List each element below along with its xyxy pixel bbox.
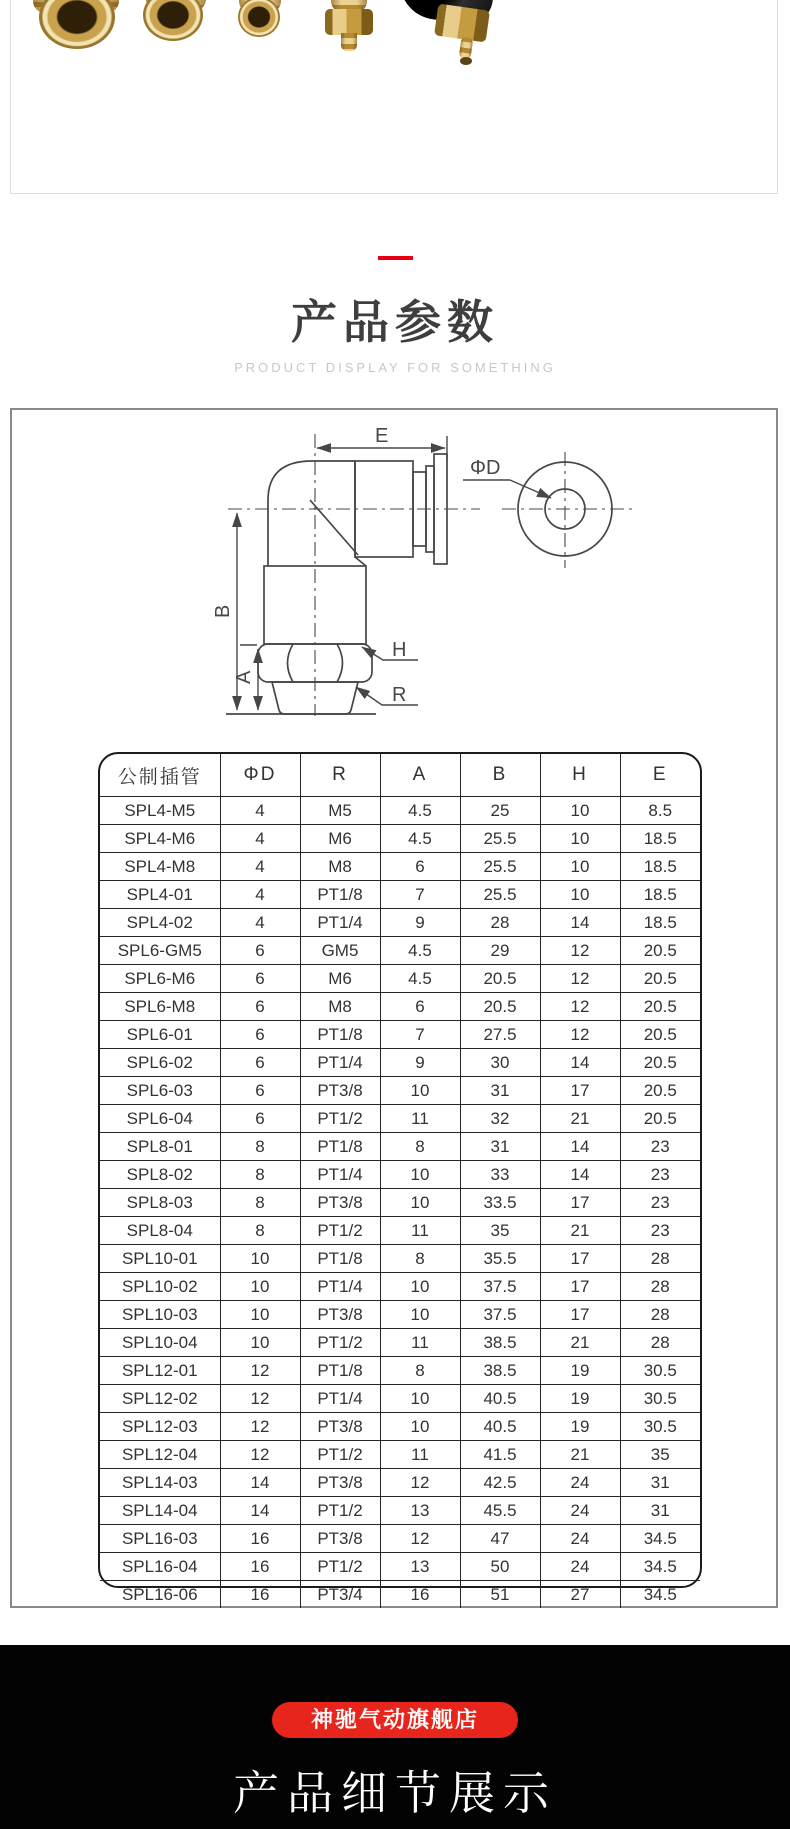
table-cell: SPL12-03 xyxy=(100,1413,220,1441)
table-cell: PT1/2 xyxy=(300,1105,380,1133)
table-cell: 7 xyxy=(380,881,460,909)
table-cell: PT1/8 xyxy=(300,881,380,909)
table-cell: SPL6-GM5 xyxy=(100,937,220,965)
table-row xyxy=(100,965,700,993)
table-cell: 50 xyxy=(460,1553,540,1581)
table-cell: SPL16-04 xyxy=(100,1553,220,1581)
table-cell: 31 xyxy=(460,1077,540,1105)
table-cell: 20.5 xyxy=(460,993,540,1021)
table-cell: SPL4-M5 xyxy=(100,797,220,825)
table-cell: 24 xyxy=(540,1525,620,1553)
table-cell: 10 xyxy=(380,1273,460,1301)
table-cell: 21 xyxy=(540,1217,620,1245)
table-cell: 9 xyxy=(380,1049,460,1077)
spec-column-header: E xyxy=(620,754,700,797)
table-cell: PT3/8 xyxy=(300,1525,380,1553)
table-cell: 40.5 xyxy=(460,1385,540,1413)
table-cell: 34.5 xyxy=(620,1581,700,1609)
table-cell: 8 xyxy=(380,1133,460,1161)
table-cell: 8.5 xyxy=(620,797,700,825)
table-cell: SPL8-04 xyxy=(100,1217,220,1245)
table-cell: 30.5 xyxy=(620,1413,700,1441)
table-cell: 6 xyxy=(220,1049,300,1077)
store-badge: 神驰气动旗舰店 xyxy=(272,1702,518,1738)
table-cell: 10 xyxy=(220,1301,300,1329)
table-cell: 47 xyxy=(460,1525,540,1553)
table-cell: 4 xyxy=(220,881,300,909)
table-row xyxy=(100,1021,700,1049)
table-row xyxy=(100,1189,700,1217)
table-cell: 12 xyxy=(540,993,620,1021)
spec-column-header: 公制插管 xyxy=(100,754,220,797)
table-cell: 12 xyxy=(380,1525,460,1553)
table-cell: 12 xyxy=(220,1357,300,1385)
table-row xyxy=(100,825,700,853)
table-cell: GM5 xyxy=(300,937,380,965)
table-cell: 38.5 xyxy=(460,1357,540,1385)
table-cell: 9 xyxy=(380,909,460,937)
table-cell: 35.5 xyxy=(460,1245,540,1273)
table-cell: 8 xyxy=(220,1217,300,1245)
table-cell: PT1/4 xyxy=(300,1161,380,1189)
table-cell: 12 xyxy=(220,1413,300,1441)
spec-column-header: H xyxy=(540,754,620,797)
table-cell: SPL14-04 xyxy=(100,1497,220,1525)
table-row xyxy=(100,909,700,937)
table-cell: SPL4-02 xyxy=(100,909,220,937)
table-cell: 10 xyxy=(220,1245,300,1273)
table-cell: 14 xyxy=(540,1161,620,1189)
table-cell: 6 xyxy=(220,993,300,1021)
table-cell: 16 xyxy=(220,1553,300,1581)
table-cell: 20.5 xyxy=(620,965,700,993)
table-cell: 4.5 xyxy=(380,965,460,993)
table-cell: 20.5 xyxy=(620,993,700,1021)
table-cell: 34.5 xyxy=(620,1525,700,1553)
table-cell: 4.5 xyxy=(380,797,460,825)
table-cell: M6 xyxy=(300,965,380,993)
table-row xyxy=(100,1105,700,1133)
table-cell: 12 xyxy=(220,1385,300,1413)
table-cell: 23 xyxy=(620,1161,700,1189)
table-row xyxy=(100,1217,700,1245)
spec-column-header: R xyxy=(300,754,380,797)
table-cell: 16 xyxy=(220,1581,300,1609)
table-cell: M8 xyxy=(300,853,380,881)
table-cell: 14 xyxy=(220,1497,300,1525)
table-cell: PT1/2 xyxy=(300,1441,380,1469)
table-cell: SPL10-03 xyxy=(100,1301,220,1329)
table-cell: 31 xyxy=(620,1469,700,1497)
table-cell: SPL16-03 xyxy=(100,1525,220,1553)
dim-label-b: B xyxy=(212,604,234,618)
table-cell: 14 xyxy=(220,1469,300,1497)
table-cell: 35 xyxy=(460,1217,540,1245)
parameter-box xyxy=(10,408,778,1608)
table-cell: 11 xyxy=(380,1105,460,1133)
dim-label-a: A xyxy=(233,670,255,684)
dim-label-e: E xyxy=(375,425,389,447)
table-cell: 16 xyxy=(220,1525,300,1553)
dim-label-r: R xyxy=(392,684,407,706)
table-cell: 6 xyxy=(380,853,460,881)
table-cell: PT1/8 xyxy=(300,1021,380,1049)
table-cell: PT1/8 xyxy=(300,1357,380,1385)
dim-label-h: H xyxy=(392,639,407,661)
table-row xyxy=(100,1273,700,1301)
table-cell: 4 xyxy=(220,853,300,881)
table-cell: 20.5 xyxy=(620,1021,700,1049)
elbow-fitting-outline xyxy=(226,454,612,714)
table-cell: 12 xyxy=(220,1441,300,1469)
table-cell: 8 xyxy=(380,1357,460,1385)
table-cell: 17 xyxy=(540,1189,620,1217)
table-cell: 24 xyxy=(540,1469,620,1497)
table-cell: 20.5 xyxy=(620,1077,700,1105)
table-cell: SPL8-01 xyxy=(100,1133,220,1161)
table-cell: 8 xyxy=(220,1161,300,1189)
table-row xyxy=(100,993,700,1021)
table-cell: 21 xyxy=(540,1441,620,1469)
table-cell: 6 xyxy=(220,965,300,993)
table-cell: 41.5 xyxy=(460,1441,540,1469)
table-cell: 11 xyxy=(380,1441,460,1469)
table-cell: SPL10-01 xyxy=(100,1245,220,1273)
table-cell: M5 xyxy=(300,797,380,825)
table-cell: 28 xyxy=(620,1273,700,1301)
table-row xyxy=(100,1161,700,1189)
table-cell: PT1/2 xyxy=(300,1553,380,1581)
table-row xyxy=(100,1385,700,1413)
table-cell: 4.5 xyxy=(380,825,460,853)
table-row xyxy=(100,881,700,909)
table-cell: 42.5 xyxy=(460,1469,540,1497)
table-cell: SPL4-M8 xyxy=(100,853,220,881)
table-row xyxy=(100,1525,700,1553)
table-row xyxy=(100,1301,700,1329)
table-cell: 14 xyxy=(540,1049,620,1077)
table-cell: 12 xyxy=(380,1469,460,1497)
table-cell: 35 xyxy=(620,1441,700,1469)
table-cell: 13 xyxy=(380,1553,460,1581)
table-cell: 10 xyxy=(380,1385,460,1413)
spec-column-header: ΦD xyxy=(220,754,300,797)
table-cell: PT3/8 xyxy=(300,1413,380,1441)
table-cell: 8 xyxy=(380,1245,460,1273)
spec-column-header: A xyxy=(380,754,460,797)
table-cell: SPL4-01 xyxy=(100,881,220,909)
table-cell: 18.5 xyxy=(620,853,700,881)
table-cell: PT3/8 xyxy=(300,1469,380,1497)
table-cell: 25.5 xyxy=(460,853,540,881)
table-cell: 4.5 xyxy=(380,937,460,965)
table-cell: SPL14-03 xyxy=(100,1469,220,1497)
table-cell: PT3/8 xyxy=(300,1301,380,1329)
table-cell: 6 xyxy=(220,937,300,965)
table-cell: 7 xyxy=(380,1021,460,1049)
table-cell: 4 xyxy=(220,797,300,825)
table-cell: 27 xyxy=(540,1581,620,1609)
table-cell: SPL12-02 xyxy=(100,1385,220,1413)
section-title: 产品参数 xyxy=(291,296,499,348)
table-cell: 10 xyxy=(540,881,620,909)
table-cell: 18.5 xyxy=(620,909,700,937)
table-cell: PT1/8 xyxy=(300,1133,380,1161)
table-cell: 28 xyxy=(620,1245,700,1273)
table-cell: 12 xyxy=(540,1021,620,1049)
table-cell: 25.5 xyxy=(460,825,540,853)
table-cell: 28 xyxy=(620,1329,700,1357)
table-cell: 6 xyxy=(220,1077,300,1105)
table-cell: 20.5 xyxy=(620,1105,700,1133)
table-cell: 40.5 xyxy=(460,1413,540,1441)
table-cell: PT1/4 xyxy=(300,1273,380,1301)
table-cell: 10 xyxy=(540,797,620,825)
table-cell: 10 xyxy=(380,1301,460,1329)
table-cell: 11 xyxy=(380,1217,460,1245)
table-cell: SPL10-04 xyxy=(100,1329,220,1357)
table-row xyxy=(100,937,700,965)
table-cell: 24 xyxy=(540,1497,620,1525)
table-cell: 10 xyxy=(380,1077,460,1105)
table-row xyxy=(100,1469,700,1497)
table-cell: M8 xyxy=(300,993,380,1021)
table-cell: 4 xyxy=(220,825,300,853)
table-cell: SPL6-01 xyxy=(100,1021,220,1049)
table-cell: 19 xyxy=(540,1357,620,1385)
table-row xyxy=(100,797,700,825)
table-cell: 23 xyxy=(620,1189,700,1217)
table-cell: 17 xyxy=(540,1273,620,1301)
table-cell: 19 xyxy=(540,1413,620,1441)
table-cell: 23 xyxy=(620,1217,700,1245)
section-accent-dash xyxy=(378,256,413,260)
table-cell: PT1/2 xyxy=(300,1217,380,1245)
table-cell: 31 xyxy=(620,1497,700,1525)
table-cell: 17 xyxy=(540,1301,620,1329)
table-cell: 16 xyxy=(380,1581,460,1609)
table-cell: 34.5 xyxy=(620,1553,700,1581)
table-cell: PT3/8 xyxy=(300,1077,380,1105)
table-cell: M6 xyxy=(300,825,380,853)
table-cell: 13 xyxy=(380,1497,460,1525)
table-cell: SPL10-02 xyxy=(100,1273,220,1301)
table-cell: 6 xyxy=(380,993,460,1021)
table-row xyxy=(100,1581,700,1609)
table-cell: PT1/4 xyxy=(300,1385,380,1413)
table-cell: 33 xyxy=(460,1161,540,1189)
table-row xyxy=(100,1553,700,1581)
table-cell: 8 xyxy=(220,1189,300,1217)
table-cell: 28 xyxy=(620,1301,700,1329)
table-cell: 12 xyxy=(540,937,620,965)
table-cell: 21 xyxy=(540,1329,620,1357)
table-cell: PT3/4 xyxy=(300,1581,380,1609)
footer-section-title: 产品细节展示 xyxy=(233,1767,557,1819)
table-row xyxy=(100,1245,700,1273)
table-cell: 10 xyxy=(220,1273,300,1301)
table-cell: 20.5 xyxy=(460,965,540,993)
dim-label-phi-d: ΦD xyxy=(470,457,501,479)
table-cell: 37.5 xyxy=(460,1301,540,1329)
table-cell: SPL6-M6 xyxy=(100,965,220,993)
footer-band xyxy=(0,1645,790,1829)
spec-table-header-row xyxy=(100,754,700,797)
table-cell: 18.5 xyxy=(620,825,700,853)
table-cell: 6 xyxy=(220,1105,300,1133)
table-cell: SPL6-02 xyxy=(100,1049,220,1077)
table-cell: 27.5 xyxy=(460,1021,540,1049)
table-cell: 11 xyxy=(380,1329,460,1357)
table-cell: 10 xyxy=(220,1329,300,1357)
table-cell: 30 xyxy=(460,1049,540,1077)
table-cell: 10 xyxy=(380,1189,460,1217)
table-cell: SPL12-01 xyxy=(100,1357,220,1385)
table-cell: 37.5 xyxy=(460,1273,540,1301)
table-cell: 17 xyxy=(540,1077,620,1105)
table-cell: PT1/8 xyxy=(300,1245,380,1273)
table-cell: 10 xyxy=(380,1161,460,1189)
table-cell: 14 xyxy=(540,909,620,937)
table-cell: 10 xyxy=(540,853,620,881)
table-cell: 29 xyxy=(460,937,540,965)
table-cell: 45.5 xyxy=(460,1497,540,1525)
table-cell: 31 xyxy=(460,1133,540,1161)
spec-table xyxy=(100,754,700,1608)
table-row xyxy=(100,1413,700,1441)
table-cell: 18.5 xyxy=(620,881,700,909)
table-cell: SPL4-M6 xyxy=(100,825,220,853)
table-cell: 20.5 xyxy=(620,1049,700,1077)
table-row xyxy=(100,1329,700,1357)
table-cell: SPL6-04 xyxy=(100,1105,220,1133)
table-cell: PT1/4 xyxy=(300,909,380,937)
product-photo-panel xyxy=(10,0,778,194)
table-cell: SPL12-04 xyxy=(100,1441,220,1469)
table-cell: SPL6-M8 xyxy=(100,993,220,1021)
table-cell: 20.5 xyxy=(620,937,700,965)
table-cell: 10 xyxy=(380,1413,460,1441)
table-cell: PT3/8 xyxy=(300,1189,380,1217)
table-cell: 23 xyxy=(620,1133,700,1161)
table-cell: PT1/2 xyxy=(300,1497,380,1525)
table-cell: SPL6-03 xyxy=(100,1077,220,1105)
table-cell: 25.5 xyxy=(460,881,540,909)
table-cell: SPL8-03 xyxy=(100,1189,220,1217)
table-cell: 33.5 xyxy=(460,1189,540,1217)
table-cell: 30.5 xyxy=(620,1357,700,1385)
table-cell: 4 xyxy=(220,909,300,937)
spec-column-header: B xyxy=(460,754,540,797)
table-cell: 6 xyxy=(220,1021,300,1049)
table-cell: 19 xyxy=(540,1385,620,1413)
table-row xyxy=(100,1441,700,1469)
table-cell: 38.5 xyxy=(460,1329,540,1357)
table-cell: PT1/4 xyxy=(300,1049,380,1077)
table-row xyxy=(100,1049,700,1077)
table-cell: 51 xyxy=(460,1581,540,1609)
table-row xyxy=(100,1077,700,1105)
table-cell: PT1/2 xyxy=(300,1329,380,1357)
table-cell: SPL16-06 xyxy=(100,1581,220,1609)
table-cell: 21 xyxy=(540,1105,620,1133)
table-cell: 12 xyxy=(540,965,620,993)
table-cell: 24 xyxy=(540,1553,620,1581)
table-row xyxy=(100,853,700,881)
table-cell: 10 xyxy=(540,825,620,853)
fitting-dimension-diagram xyxy=(180,416,700,716)
table-row xyxy=(100,1133,700,1161)
table-cell: 28 xyxy=(460,909,540,937)
table-cell: SPL8-02 xyxy=(100,1161,220,1189)
table-row xyxy=(100,1497,700,1525)
table-cell: 25 xyxy=(460,797,540,825)
table-cell: 32 xyxy=(460,1105,540,1133)
table-row xyxy=(100,1357,700,1385)
table-cell: 14 xyxy=(540,1133,620,1161)
table-cell: 17 xyxy=(540,1245,620,1273)
table-cell: 30.5 xyxy=(620,1385,700,1413)
spec-table-container xyxy=(98,752,702,1604)
table-cell: 8 xyxy=(220,1133,300,1161)
section-subtitle: PRODUCT DISPLAY FOR SOMETHING xyxy=(234,360,556,375)
